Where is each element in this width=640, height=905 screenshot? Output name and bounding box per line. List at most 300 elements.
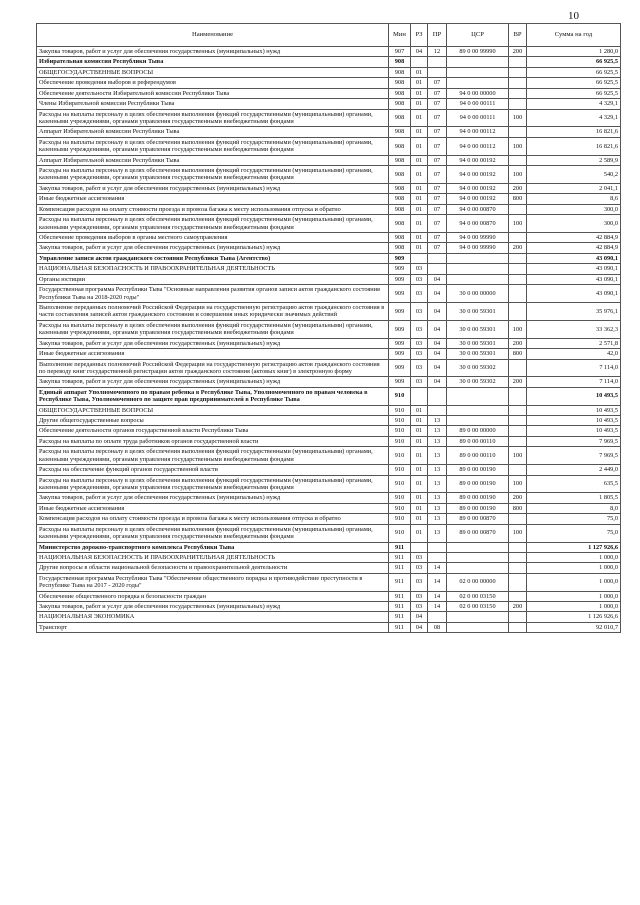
table-row bbox=[37, 436, 621, 446]
cell-csr: 89 0 00 00190 bbox=[447, 493, 509, 503]
table-row bbox=[37, 416, 621, 426]
cell-name: Закупка товаров, работ и услуг для обеспечения государственных (муниципальных) нужд bbox=[37, 377, 389, 387]
cell-sum: 2 571,8 bbox=[527, 338, 621, 348]
cell-pr: 14 bbox=[428, 563, 447, 573]
cell-pr bbox=[428, 387, 447, 405]
cell-name: Министерство дорожно-транспортного комплекса Республики Тыва bbox=[37, 542, 389, 552]
cell-pr: 13 bbox=[428, 447, 447, 465]
table-row bbox=[37, 233, 621, 243]
cell-csr: 02 0 00 03150 bbox=[447, 591, 509, 601]
cell-pr: 07 bbox=[428, 194, 447, 204]
cell-min: 911 bbox=[389, 573, 411, 591]
cell-csr bbox=[447, 57, 509, 67]
cell-vr bbox=[509, 387, 527, 405]
table-row bbox=[37, 493, 621, 503]
header-name: Наименование bbox=[37, 24, 389, 47]
table-row bbox=[37, 166, 621, 184]
cell-pr bbox=[428, 67, 447, 77]
cell-name: Расходы на выплаты персоналу в целях обеспечения выполнения функций государственными (муниципальными) органами, казенными учреждениями, органами управления государственными внебюджетными фондами bbox=[37, 137, 389, 155]
cell-name: Другие вопросы в области национальной безопасности и правоохранительной деятельности bbox=[37, 563, 389, 573]
cell-csr bbox=[447, 274, 509, 284]
table-row bbox=[37, 57, 621, 67]
table-row bbox=[37, 524, 621, 542]
cell-sum: 10 493,5 bbox=[527, 426, 621, 436]
cell-name: Другие общегосударственные вопросы bbox=[37, 416, 389, 426]
cell-pr: 04 bbox=[428, 349, 447, 359]
table-row bbox=[37, 243, 621, 253]
cell-csr bbox=[447, 612, 509, 622]
cell-sum: 7 114,0 bbox=[527, 377, 621, 387]
cell-rz: 03 bbox=[411, 302, 428, 320]
table-row bbox=[37, 285, 621, 303]
cell-pr: 14 bbox=[428, 602, 447, 612]
cell-pr: 13 bbox=[428, 416, 447, 426]
cell-name: Члены Избирательной комиссии Республики Тыва bbox=[37, 99, 389, 109]
cell-vr bbox=[509, 436, 527, 446]
cell-pr: 07 bbox=[428, 109, 447, 127]
cell-vr: 100 bbox=[509, 109, 527, 127]
cell-min: 907 bbox=[389, 47, 411, 57]
cell-vr: 200 bbox=[509, 338, 527, 348]
cell-vr bbox=[509, 416, 527, 426]
cell-name: Выполнение переданных полномочий Российской Федерации на государственную регистрацию актов гражданского состояния по переводу книг государственной регистрации актов гражданского состояния (актовых книг) в электронную форму bbox=[37, 359, 389, 377]
cell-sum: 66 925,5 bbox=[527, 78, 621, 88]
cell-sum: 75,0 bbox=[527, 514, 621, 524]
cell-name: Органы юстиции bbox=[37, 274, 389, 284]
cell-name: Обеспечение деятельности Избирательной комиссии Республики Тыва bbox=[37, 88, 389, 98]
cell-vr bbox=[509, 78, 527, 88]
cell-vr bbox=[509, 563, 527, 573]
cell-pr bbox=[428, 264, 447, 274]
table-row bbox=[37, 320, 621, 338]
cell-vr: 100 bbox=[509, 137, 527, 155]
cell-pr: 08 bbox=[428, 622, 447, 632]
cell-min: 911 bbox=[389, 552, 411, 562]
cell-min: 910 bbox=[389, 436, 411, 446]
cell-sum: 92 010,7 bbox=[527, 622, 621, 632]
cell-sum: 1 000,0 bbox=[527, 573, 621, 591]
cell-name: Закупка товаров, работ и услуг для обеспечения государственных (муниципальных) нужд bbox=[37, 493, 389, 503]
cell-sum: 10 493,5 bbox=[527, 416, 621, 426]
cell-csr bbox=[447, 563, 509, 573]
cell-sum: 1 280,0 bbox=[527, 47, 621, 57]
table-row bbox=[37, 514, 621, 524]
cell-csr: 89 0 00 00110 bbox=[447, 436, 509, 446]
cell-csr: 94 0 00 99990 bbox=[447, 233, 509, 243]
cell-pr: 07 bbox=[428, 137, 447, 155]
cell-min: 908 bbox=[389, 137, 411, 155]
cell-min: 908 bbox=[389, 155, 411, 165]
cell-sum: 66 925,5 bbox=[527, 88, 621, 98]
cell-name: Иные бюджетные ассигнования bbox=[37, 349, 389, 359]
cell-min: 909 bbox=[389, 349, 411, 359]
cell-name: Расходы на выплаты персоналу в целях обеспечения выполнения функций государственными (муниципальными) органами, казенными учреждениями, органами управления государственными внебюджетными фондами bbox=[37, 447, 389, 465]
table-row bbox=[37, 465, 621, 475]
table-row bbox=[37, 194, 621, 204]
cell-pr: 07 bbox=[428, 243, 447, 253]
cell-vr bbox=[509, 67, 527, 77]
table-row bbox=[37, 204, 621, 214]
cell-vr bbox=[509, 127, 527, 137]
cell-csr bbox=[447, 622, 509, 632]
cell-csr: 94 0 00 00192 bbox=[447, 194, 509, 204]
cell-name: Расходы на обеспечение функций органов государственной власти bbox=[37, 465, 389, 475]
table-row bbox=[37, 274, 621, 284]
cell-vr bbox=[509, 426, 527, 436]
cell-rz: 03 bbox=[411, 552, 428, 562]
table-row bbox=[37, 349, 621, 359]
cell-vr: 800 bbox=[509, 194, 527, 204]
cell-pr bbox=[428, 57, 447, 67]
cell-vr: 100 bbox=[509, 166, 527, 184]
cell-rz: 01 bbox=[411, 514, 428, 524]
cell-min: 909 bbox=[389, 274, 411, 284]
header-sum: Сумма на год bbox=[527, 24, 621, 47]
cell-vr: 800 bbox=[509, 503, 527, 513]
cell-sum: 43 090,1 bbox=[527, 264, 621, 274]
cell-rz: 01 bbox=[411, 475, 428, 493]
cell-sum: 7 969,5 bbox=[527, 447, 621, 465]
table-row bbox=[37, 503, 621, 513]
cell-name: НАЦИОНАЛЬНАЯ ЭКОНОМИКА bbox=[37, 612, 389, 622]
cell-sum: 4 329,1 bbox=[527, 99, 621, 109]
cell-pr: 13 bbox=[428, 436, 447, 446]
cell-sum: 10 493,5 bbox=[527, 387, 621, 405]
cell-rz: 03 bbox=[411, 349, 428, 359]
cell-sum: 2 041,1 bbox=[527, 183, 621, 193]
cell-vr bbox=[509, 155, 527, 165]
cell-min: 910 bbox=[389, 503, 411, 513]
cell-sum: 1 000,0 bbox=[527, 563, 621, 573]
cell-vr bbox=[509, 514, 527, 524]
cell-name: Избирательная комиссия Республики Тыва bbox=[37, 57, 389, 67]
table-row bbox=[37, 264, 621, 274]
cell-name: ОБЩЕГОСУДАРСТВЕННЫЕ ВОПРОСЫ bbox=[37, 405, 389, 415]
cell-sum: 33 362,3 bbox=[527, 320, 621, 338]
cell-sum: 300,0 bbox=[527, 204, 621, 214]
table-row bbox=[37, 426, 621, 436]
table-row bbox=[37, 183, 621, 193]
cell-rz: 01 bbox=[411, 405, 428, 415]
table-row bbox=[37, 47, 621, 57]
table-row bbox=[37, 127, 621, 137]
cell-min: 908 bbox=[389, 233, 411, 243]
table-row bbox=[37, 622, 621, 632]
cell-rz: 01 bbox=[411, 78, 428, 88]
cell-vr: 200 bbox=[509, 243, 527, 253]
cell-pr: 04 bbox=[428, 377, 447, 387]
cell-sum: 35 976,1 bbox=[527, 302, 621, 320]
cell-vr: 100 bbox=[509, 475, 527, 493]
table-row bbox=[37, 602, 621, 612]
cell-name: Компенсация расходов на оплату стоимости проезда и провоза багажа к месту использования отпуска и обратно bbox=[37, 204, 389, 214]
cell-name: Расходы на выплаты персоналу в целях обеспечения выполнения функций государственными (муниципальными) органами, казенными учреждениями, органами управления государственными внебюджетными фондами bbox=[37, 109, 389, 127]
cell-pr: 07 bbox=[428, 215, 447, 233]
cell-csr bbox=[447, 416, 509, 426]
cell-name: Государственная программа Республики Тыва "Обеспечение общественного порядка и противодействие преступности в Республике Тыва на 2017 - 2020 годы" bbox=[37, 573, 389, 591]
cell-name: Выполнение переданных полномочий Российской Федерации на государственную регистрацию актов гражданского состояния в части составления записей актов гражданского состояния и совершения иных юридически значимых действий bbox=[37, 302, 389, 320]
cell-csr: 30 0 00 59301 bbox=[447, 302, 509, 320]
cell-csr bbox=[447, 387, 509, 405]
cell-rz: 01 bbox=[411, 447, 428, 465]
cell-min: 909 bbox=[389, 377, 411, 387]
cell-csr bbox=[447, 405, 509, 415]
cell-min: 910 bbox=[389, 524, 411, 542]
table-row bbox=[37, 387, 621, 405]
cell-name: Закупка товаров, работ и услуг для обеспечения государственных (муниципальных) нужд bbox=[37, 183, 389, 193]
cell-min: 908 bbox=[389, 194, 411, 204]
cell-vr bbox=[509, 233, 527, 243]
table-row bbox=[37, 447, 621, 465]
cell-rz: 01 bbox=[411, 233, 428, 243]
cell-rz: 04 bbox=[411, 47, 428, 57]
cell-sum: 16 821,6 bbox=[527, 127, 621, 137]
cell-csr: 89 0 00 00190 bbox=[447, 503, 509, 513]
cell-vr: 100 bbox=[509, 447, 527, 465]
header-csr: ЦСР bbox=[447, 24, 509, 47]
cell-min: 911 bbox=[389, 622, 411, 632]
cell-name: Обеспечение проведения выборов и референдумов bbox=[37, 78, 389, 88]
cell-csr: 89 0 00 00870 bbox=[447, 524, 509, 542]
cell-rz: 01 bbox=[411, 204, 428, 214]
cell-sum: 10 493,5 bbox=[527, 405, 621, 415]
cell-pr: 04 bbox=[428, 320, 447, 338]
cell-rz bbox=[411, 253, 428, 263]
table-row bbox=[37, 359, 621, 377]
table-row bbox=[37, 591, 621, 601]
cell-sum: 42 884,9 bbox=[527, 233, 621, 243]
cell-vr bbox=[509, 552, 527, 562]
table-row bbox=[37, 552, 621, 562]
cell-csr: 94 0 00 99990 bbox=[447, 243, 509, 253]
cell-name: Обеспечение проведения выборов в органы местного самоуправления bbox=[37, 233, 389, 243]
cell-sum: 7 969,5 bbox=[527, 436, 621, 446]
cell-name: Закупка товаров, работ и услуг для обеспечения государственных (муниципальных) нужд bbox=[37, 338, 389, 348]
cell-csr bbox=[447, 67, 509, 77]
cell-vr bbox=[509, 285, 527, 303]
cell-rz: 01 bbox=[411, 243, 428, 253]
cell-pr: 04 bbox=[428, 274, 447, 284]
cell-rz: 01 bbox=[411, 127, 428, 137]
cell-rz: 01 bbox=[411, 493, 428, 503]
cell-min: 911 bbox=[389, 612, 411, 622]
cell-csr bbox=[447, 78, 509, 88]
cell-csr: 02 0 00 03150 bbox=[447, 602, 509, 612]
cell-vr bbox=[509, 591, 527, 601]
cell-vr bbox=[509, 253, 527, 263]
cell-name: ОБЩЕГОСУДАРСТВЕННЫЕ ВОПРОСЫ bbox=[37, 67, 389, 77]
cell-csr: 94 0 00 00192 bbox=[447, 183, 509, 193]
cell-sum: 43 090,1 bbox=[527, 253, 621, 263]
cell-min: 910 bbox=[389, 465, 411, 475]
cell-rz: 03 bbox=[411, 264, 428, 274]
cell-sum: 16 821,6 bbox=[527, 137, 621, 155]
cell-name: Расходы на выплаты по оплате труда работников органов государственной власти bbox=[37, 436, 389, 446]
cell-rz: 01 bbox=[411, 215, 428, 233]
cell-pr: 07 bbox=[428, 88, 447, 98]
cell-sum: 1 000,0 bbox=[527, 602, 621, 612]
cell-vr bbox=[509, 612, 527, 622]
cell-vr bbox=[509, 622, 527, 632]
cell-rz: 03 bbox=[411, 338, 428, 348]
cell-sum: 1 000,0 bbox=[527, 591, 621, 601]
cell-csr: 94 0 00 00870 bbox=[447, 204, 509, 214]
cell-min: 911 bbox=[389, 542, 411, 552]
cell-min: 908 bbox=[389, 215, 411, 233]
cell-name: Закупка товаров, работ и услуг для обеспечения государственных (муниципальных) нужд bbox=[37, 47, 389, 57]
cell-pr bbox=[428, 612, 447, 622]
cell-csr: 94 0 00 00111 bbox=[447, 99, 509, 109]
cell-csr: 30 0 00 00000 bbox=[447, 285, 509, 303]
cell-sum: 540,2 bbox=[527, 166, 621, 184]
cell-min: 908 bbox=[389, 88, 411, 98]
cell-rz: 01 bbox=[411, 436, 428, 446]
cell-rz: 01 bbox=[411, 524, 428, 542]
cell-rz: 03 bbox=[411, 285, 428, 303]
cell-pr: 13 bbox=[428, 465, 447, 475]
cell-name: Расходы на выплаты персоналу в целях обеспечения выполнения функций государственными (муниципальными) органами, казенными учреждениями, органами управления государственными внебюджетными фондами bbox=[37, 215, 389, 233]
cell-sum: 66 925,5 bbox=[527, 67, 621, 77]
cell-csr: 94 0 00 00000 bbox=[447, 88, 509, 98]
cell-pr: 04 bbox=[428, 285, 447, 303]
cell-rz: 01 bbox=[411, 426, 428, 436]
cell-pr: 07 bbox=[428, 183, 447, 193]
cell-vr bbox=[509, 359, 527, 377]
cell-sum: 2 589,9 bbox=[527, 155, 621, 165]
cell-min: 909 bbox=[389, 320, 411, 338]
cell-sum: 43 090,1 bbox=[527, 274, 621, 284]
cell-vr bbox=[509, 204, 527, 214]
cell-name: Иные бюджетные ассигнования bbox=[37, 194, 389, 204]
table-row bbox=[37, 377, 621, 387]
cell-name: Компенсация расходов на оплату стоимости проезда и провоза багажа к месту использования отпуска и обратно bbox=[37, 514, 389, 524]
cell-name: Обеспечение деятельности органов государственной власти Республики Тыва bbox=[37, 426, 389, 436]
cell-min: 910 bbox=[389, 405, 411, 415]
cell-rz: 01 bbox=[411, 183, 428, 193]
cell-csr bbox=[447, 542, 509, 552]
cell-name: Единый аппарат Уполномоченного по правам ребенка в Республике Тыва, Уполномоченного по правам человека в Республике Тыва, Уполномоченного по защите прав предпринимателей в Республике Тыва bbox=[37, 387, 389, 405]
cell-min: 909 bbox=[389, 264, 411, 274]
cell-pr: 13 bbox=[428, 514, 447, 524]
cell-min: 909 bbox=[389, 253, 411, 263]
cell-csr bbox=[447, 264, 509, 274]
cell-rz: 01 bbox=[411, 67, 428, 77]
cell-pr: 07 bbox=[428, 99, 447, 109]
header-min: Мин bbox=[389, 24, 411, 47]
cell-sum: 2 449,0 bbox=[527, 465, 621, 475]
cell-min: 908 bbox=[389, 166, 411, 184]
cell-csr: 30 0 00 59302 bbox=[447, 359, 509, 377]
cell-vr bbox=[509, 88, 527, 98]
cell-sum: 42,0 bbox=[527, 349, 621, 359]
table-row bbox=[37, 99, 621, 109]
table-row bbox=[37, 338, 621, 348]
cell-min: 908 bbox=[389, 57, 411, 67]
table-row bbox=[37, 302, 621, 320]
cell-rz: 03 bbox=[411, 573, 428, 591]
table-row bbox=[37, 573, 621, 591]
cell-pr: 07 bbox=[428, 233, 447, 243]
cell-vr: 100 bbox=[509, 524, 527, 542]
cell-rz bbox=[411, 542, 428, 552]
cell-rz: 01 bbox=[411, 109, 428, 127]
cell-rz bbox=[411, 387, 428, 405]
table-row bbox=[37, 215, 621, 233]
cell-csr: 89 0 00 99990 bbox=[447, 47, 509, 57]
cell-csr: 94 0 00 00192 bbox=[447, 155, 509, 165]
cell-sum: 66 925,5 bbox=[527, 57, 621, 67]
cell-pr: 14 bbox=[428, 573, 447, 591]
cell-name: Закупка товаров, работ и услуг для обеспечения государственных (муниципальных) нужд bbox=[37, 602, 389, 612]
cell-csr: 02 0 00 00000 bbox=[447, 573, 509, 591]
header-pr: ПР bbox=[428, 24, 447, 47]
cell-min: 908 bbox=[389, 204, 411, 214]
cell-min: 909 bbox=[389, 302, 411, 320]
cell-vr: 100 bbox=[509, 320, 527, 338]
table-row bbox=[37, 253, 621, 263]
cell-rz: 01 bbox=[411, 155, 428, 165]
cell-csr: 89 0 00 00870 bbox=[447, 514, 509, 524]
cell-csr: 89 0 00 00190 bbox=[447, 465, 509, 475]
cell-pr: 14 bbox=[428, 591, 447, 601]
cell-rz: 01 bbox=[411, 137, 428, 155]
cell-name: Аппарат Избирательной комиссии Республики Тыва bbox=[37, 155, 389, 165]
cell-min: 909 bbox=[389, 285, 411, 303]
cell-name: НАЦИОНАЛЬНАЯ БЕЗОПАСНОСТЬ И ПРАВООХРАНИТЕЛЬНАЯ ДЕЯТЕЛЬНОСТЬ bbox=[37, 552, 389, 562]
cell-csr: 30 0 00 59301 bbox=[447, 320, 509, 338]
cell-csr bbox=[447, 253, 509, 263]
cell-name: Государственная программа Республики Тыва "Основные направления развития органов записи актов гражданского состояния Республики Тыва на 2018-2020 годы" bbox=[37, 285, 389, 303]
cell-name: Транспорт bbox=[37, 622, 389, 632]
cell-min: 910 bbox=[389, 387, 411, 405]
cell-csr: 94 0 00 00192 bbox=[447, 166, 509, 184]
table-row bbox=[37, 155, 621, 165]
table-row bbox=[37, 137, 621, 155]
cell-min: 908 bbox=[389, 99, 411, 109]
cell-min: 911 bbox=[389, 563, 411, 573]
cell-rz: 03 bbox=[411, 274, 428, 284]
cell-csr: 94 0 00 00870 bbox=[447, 215, 509, 233]
cell-name: Расходы на выплаты персоналу в целях обеспечения выполнения функций государственными (муниципальными) органами, казенными учреждениями, органами управления государственными внебюджетными фондами bbox=[37, 320, 389, 338]
cell-rz: 03 bbox=[411, 563, 428, 573]
cell-pr: 04 bbox=[428, 302, 447, 320]
cell-min: 910 bbox=[389, 493, 411, 503]
cell-min: 910 bbox=[389, 416, 411, 426]
table-row bbox=[37, 475, 621, 493]
table-row bbox=[37, 563, 621, 573]
cell-pr: 13 bbox=[428, 426, 447, 436]
cell-rz: 03 bbox=[411, 377, 428, 387]
cell-csr: 89 0 00 00110 bbox=[447, 447, 509, 465]
table-row bbox=[37, 612, 621, 622]
cell-pr: 12 bbox=[428, 47, 447, 57]
cell-name: Иные бюджетные ассигнования bbox=[37, 503, 389, 513]
cell-vr bbox=[509, 573, 527, 591]
cell-pr: 07 bbox=[428, 78, 447, 88]
cell-name: НАЦИОНАЛЬНАЯ БЕЗОПАСНОСТЬ И ПРАВООХРАНИТЕЛЬНАЯ ДЕЯТЕЛЬНОСТЬ bbox=[37, 264, 389, 274]
cell-pr bbox=[428, 552, 447, 562]
cell-pr bbox=[428, 542, 447, 552]
cell-rz: 04 bbox=[411, 612, 428, 622]
cell-rz: 03 bbox=[411, 320, 428, 338]
cell-vr: 800 bbox=[509, 349, 527, 359]
cell-min: 910 bbox=[389, 475, 411, 493]
cell-csr: 94 0 00 00112 bbox=[447, 127, 509, 137]
cell-vr bbox=[509, 542, 527, 552]
cell-vr bbox=[509, 99, 527, 109]
table-row bbox=[37, 78, 621, 88]
cell-vr bbox=[509, 302, 527, 320]
